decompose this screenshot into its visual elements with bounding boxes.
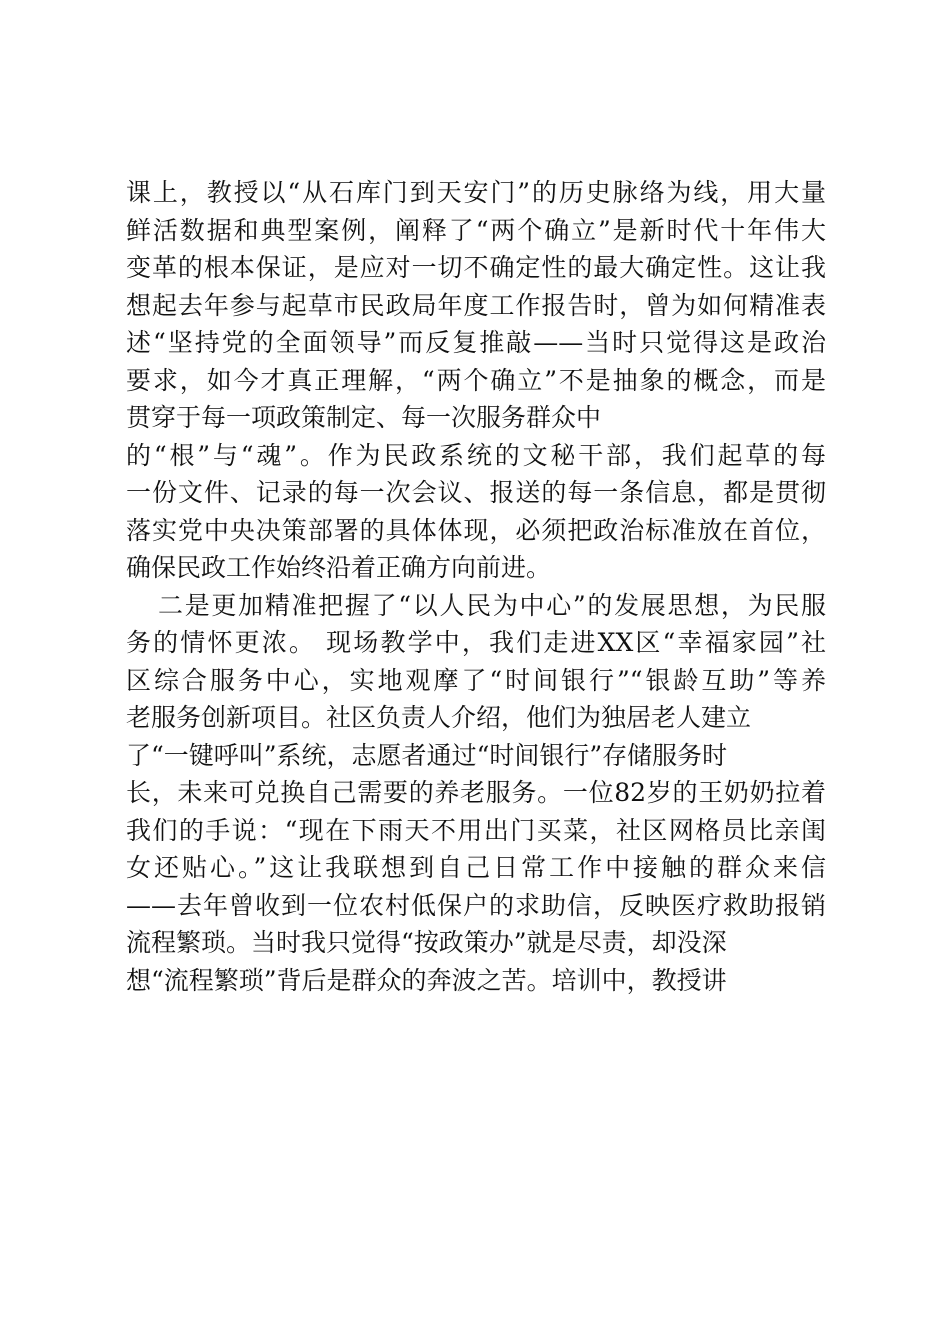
text-line: 落实党中央决策部署的具体体现，必须把政治标准放在首位，	[126, 515, 826, 545]
text-line: 变革的根本保证，是应对一切不确定性的最大确定性。这让我	[126, 253, 826, 282]
body-text	[126, 174, 826, 999]
text-line: 确保民政工作始终沿着正确方向前进。	[126, 553, 552, 582]
paragraph-first-line: 二是更加精准把握了“以人民为中心”的发展思想，为民服	[158, 590, 826, 620]
text-line: 要求，如今才真正理解，“两个确立”不是抽象的概念，而是	[126, 365, 826, 395]
text-line: ——去年曾收到一位农村低保户的求助信，反映医疗救助报销	[126, 890, 826, 920]
text-line: 述“坚持党的全面领导”而反复推敲——当时只觉得这是政治	[126, 328, 826, 357]
text-line: 流程繁琐。当时我只觉得“按政策办”就是尽责，却没深	[126, 928, 727, 957]
text-line: 一份文件、记录的每一次会议、报送的每一条信息，都是贯彻	[126, 478, 826, 507]
text-line: 想“流程繁琐”背后是群众的奔波之苦。培训中，教授讲	[126, 965, 727, 995]
text-line: 长，未来可兑换自己需要的养老服务。一位82岁的王奶奶拉着	[126, 778, 826, 807]
text-line: 想起去年参与起草市民政局年度工作报告时，曾为如何精准表	[126, 290, 826, 320]
text-line: 贯穿于每一项政策制定、每一次服务群众中	[126, 403, 602, 432]
text-line: 老服务创新项目。社区负责人介绍，他们为独居老人建立	[126, 703, 752, 732]
text-line: 区综合服务中心，实地观摩了“时间银行”“银龄互助”等养	[126, 665, 826, 695]
text-line: 鲜活数据和典型案例，阐释了“两个确立”是新时代十年伟大	[126, 215, 826, 245]
text-line: 女还贴心。”这让我联想到自己日常工作中接触的群众来信	[126, 853, 826, 882]
text-line: 我们的手说：“现在下雨天不用出门买菜，社区网格员比亲闺	[126, 815, 826, 845]
text-line: 的“根”与“魂”。作为民政系统的文秘干部，我们起草的每	[126, 440, 826, 470]
text-line: 课上，教授以“从石库门到天安门”的历史脉络为线，用大量	[126, 178, 826, 207]
text-line: 务的情怀更浓。 现场教学中，我们走进XX区“幸福家园”社	[126, 628, 826, 657]
text-line: 了“一键呼叫”系统，志愿者通过“时间银行”存储服务时	[126, 740, 728, 770]
